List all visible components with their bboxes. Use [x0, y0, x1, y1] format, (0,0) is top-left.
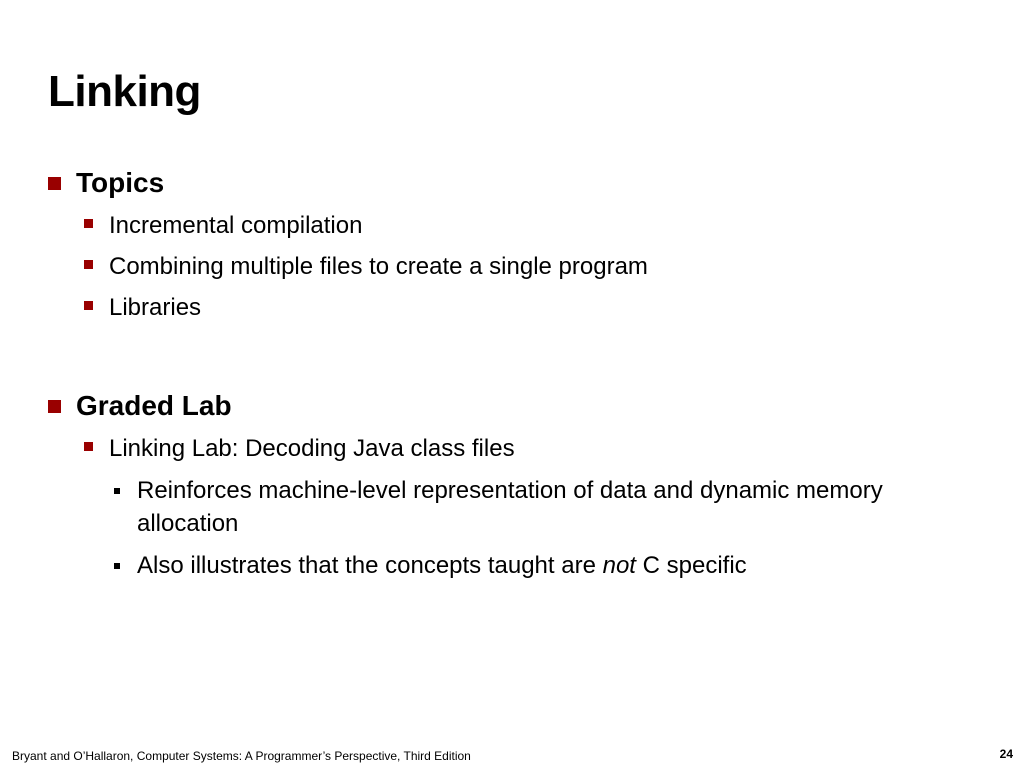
square-bullet-icon	[84, 442, 93, 451]
footer-citation: Bryant and O’Hallaron, Computer Systems: A Programmer’s Perspective, Third Edition	[12, 749, 471, 763]
list-item-text: Libraries	[109, 294, 202, 321]
list-item	[84, 292, 201, 324]
sub-list-item	[114, 474, 974, 540]
list-item-text: Linking Lab: Decoding Java class files	[109, 435, 515, 462]
list-item	[84, 433, 515, 465]
list-item-text: Incremental compilation	[109, 212, 363, 239]
text-segment: Also illustrates that the concepts taught are	[137, 552, 603, 579]
section-heading-topics	[48, 165, 164, 201]
square-bullet-icon	[84, 260, 93, 269]
text-segment: C specific	[635, 552, 747, 579]
small-square-bullet-icon	[114, 563, 120, 569]
square-bullet-icon	[48, 400, 61, 413]
section-heading-label: Topics	[76, 167, 165, 198]
square-bullet-icon	[84, 219, 93, 228]
square-bullet-icon	[48, 177, 61, 190]
section-heading-label: Graded Lab	[76, 390, 232, 421]
small-square-bullet-icon	[114, 488, 120, 494]
section-heading-graded-lab	[48, 388, 232, 424]
sub-list-item-text: Reinforces machine-level representation of data and dynamic memory allocation	[137, 477, 883, 537]
square-bullet-icon	[84, 301, 93, 310]
sub-list-item	[114, 549, 974, 582]
sub-list-item-text	[137, 549, 974, 582]
list-item	[84, 210, 362, 242]
emphasized-word: not	[602, 552, 636, 579]
slide-title: Linking	[48, 67, 201, 116]
page-number: 24	[999, 747, 1013, 761]
list-item-text: Combining multiple files to create a single program	[109, 253, 648, 280]
list-item	[84, 251, 648, 283]
